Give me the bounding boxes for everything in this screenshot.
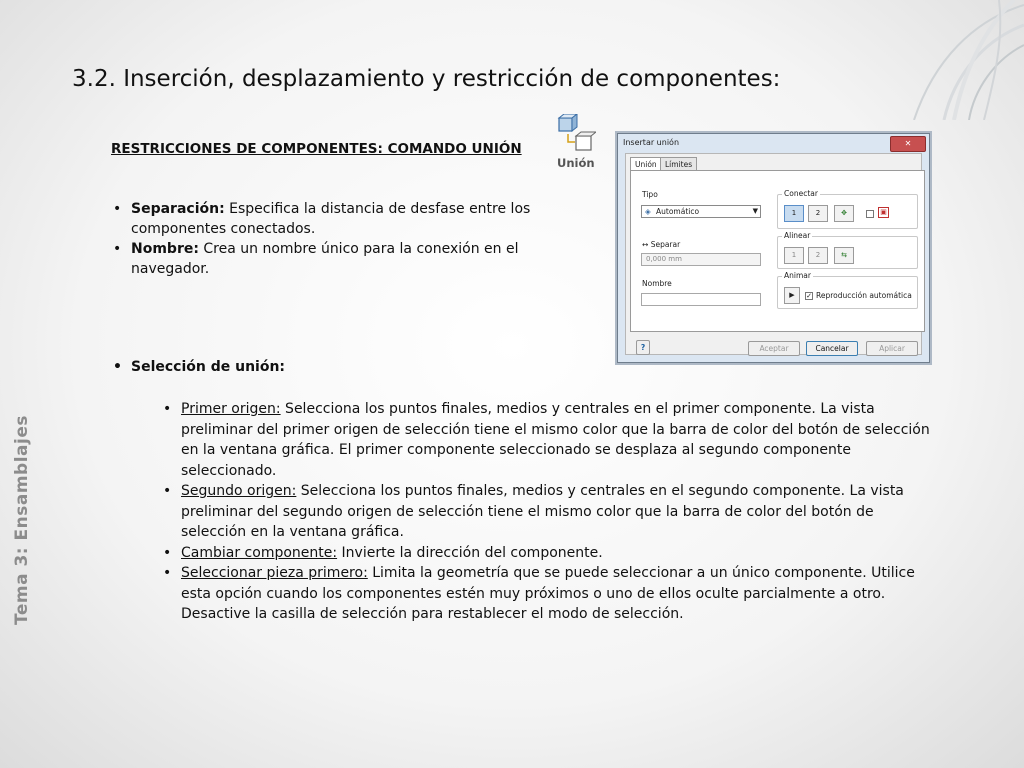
tipo-label: Tipo [642, 190, 658, 199]
sub-bullet-text: Invierte la dirección del componente. [337, 544, 603, 561]
dialog-body [625, 153, 922, 355]
tipo-dropdown[interactable] [641, 205, 761, 218]
union-icon-label: Unión [557, 156, 595, 170]
close-icon[interactable]: ✕ [890, 136, 926, 152]
conectar-group [777, 189, 918, 229]
tipo-type-icon: ◈ [645, 207, 651, 216]
separar-icon: ↔ [642, 240, 649, 249]
insert-union-dialog [617, 133, 930, 363]
list-item [161, 543, 941, 564]
slide-title: 3.2. Inserción, desplazamiento y restricción de componentes: [72, 66, 781, 92]
align-second-button[interactable]: 2 [808, 247, 828, 264]
alinear-label: Alinear [784, 231, 811, 240]
decorative-swoosh-graphic [854, 0, 1024, 120]
help-icon[interactable]: ? [636, 340, 650, 355]
chevron-down-icon: ▼ [752, 207, 758, 215]
list-item [111, 199, 566, 239]
alinear-group [777, 231, 918, 269]
flip-component-icon[interactable]: ✥ [834, 205, 854, 222]
auto-play-checkbox[interactable]: ✓ [806, 292, 812, 300]
sub-bullet-text: Selecciona los puntos finales, medios y centrales en el primer componente. La vista preliminar del primer origen de selección tiene el mismo color que la barra de color del botón de selección en la ventana gráfica. El primer componente seleccionado se desplaza al segundo componente seleccionado. [181, 401, 930, 479]
tipo-value: Automático [656, 207, 700, 216]
union-tab-panel [630, 170, 925, 332]
first-origin-button[interactable]: 1 [784, 205, 804, 222]
dialog-title: Insertar unión [623, 138, 680, 147]
union-command-icon [556, 114, 596, 170]
side-topic-label: Tema 3: Ensamblajes [12, 415, 32, 625]
tab-union[interactable]: Unión [630, 157, 662, 172]
conectar-label: Conectar [784, 189, 818, 198]
list-item [161, 399, 941, 481]
animar-group [777, 271, 918, 309]
nombre-label: Nombre [642, 279, 672, 288]
nombre-input[interactable] [641, 293, 761, 306]
sub-bullet-term: Seleccionar pieza primero: [181, 565, 368, 581]
sub-bullet-term: Cambiar componente: [181, 544, 338, 561]
auto-play-label: Reproducción automática [816, 291, 912, 300]
separar-label [642, 240, 680, 249]
animar-label: Animar [784, 271, 811, 280]
cube-joint-icon [556, 114, 596, 156]
align-first-button[interactable]: 1 [784, 247, 804, 264]
accept-button[interactable]: Aceptar [748, 341, 800, 356]
sub-bullet-term: Primer origen: [181, 401, 281, 417]
selection-heading-list [111, 359, 285, 375]
select-part-first-checkbox[interactable] [866, 210, 874, 218]
bullet-text: Crea un nombre único para la conexión en el navegador. [131, 241, 519, 277]
play-icon[interactable]: ▶ [784, 287, 800, 304]
list-item [161, 563, 941, 625]
select-part-first-icon[interactable]: ▣ [878, 207, 889, 218]
bullet-text: Especifica la distancia de desfase entre los componentes conectados. [131, 201, 531, 237]
align-flip-icon[interactable]: ⇆ [834, 247, 854, 264]
tab-limites[interactable]: Límites [660, 157, 697, 171]
list-item [161, 481, 941, 543]
second-origin-button[interactable]: 2 [808, 205, 828, 222]
bullet-term: Nombre: [131, 241, 199, 257]
list-item [111, 239, 566, 279]
section-heading: RESTRICCIONES DE COMPONENTES: COMANDO UNIÓN [111, 141, 522, 157]
apply-button[interactable]: Aplicar [866, 341, 918, 356]
selection-heading: • Selección de unión: [111, 359, 285, 375]
sub-bullet-text: Selecciona los puntos finales, medios y centrales en el segundo componente. La vista preliminar del segundo origen de selección tiene el mismo color que la barra de color del botón de selección en la ventana gráfica. [181, 483, 904, 540]
cancel-button[interactable]: Cancelar [806, 341, 858, 356]
selection-sub-list [161, 399, 941, 625]
property-bullet-list [111, 199, 566, 279]
separar-label-text: Separar [650, 240, 681, 249]
separar-input[interactable]: 0,000 mm [641, 253, 761, 266]
sub-bullet-text: Limita la geometría que se puede seleccionar a un único componente. Utilice esta opción cuando los componentes estén muy próximos o uno de ellos oculte parcialmente a otro. Desactive la casilla de selección para restablecer el modo de selección. [181, 565, 915, 622]
bullet-term: Separación: [131, 201, 225, 217]
sub-bullet-term: Segundo origen: [181, 483, 297, 499]
